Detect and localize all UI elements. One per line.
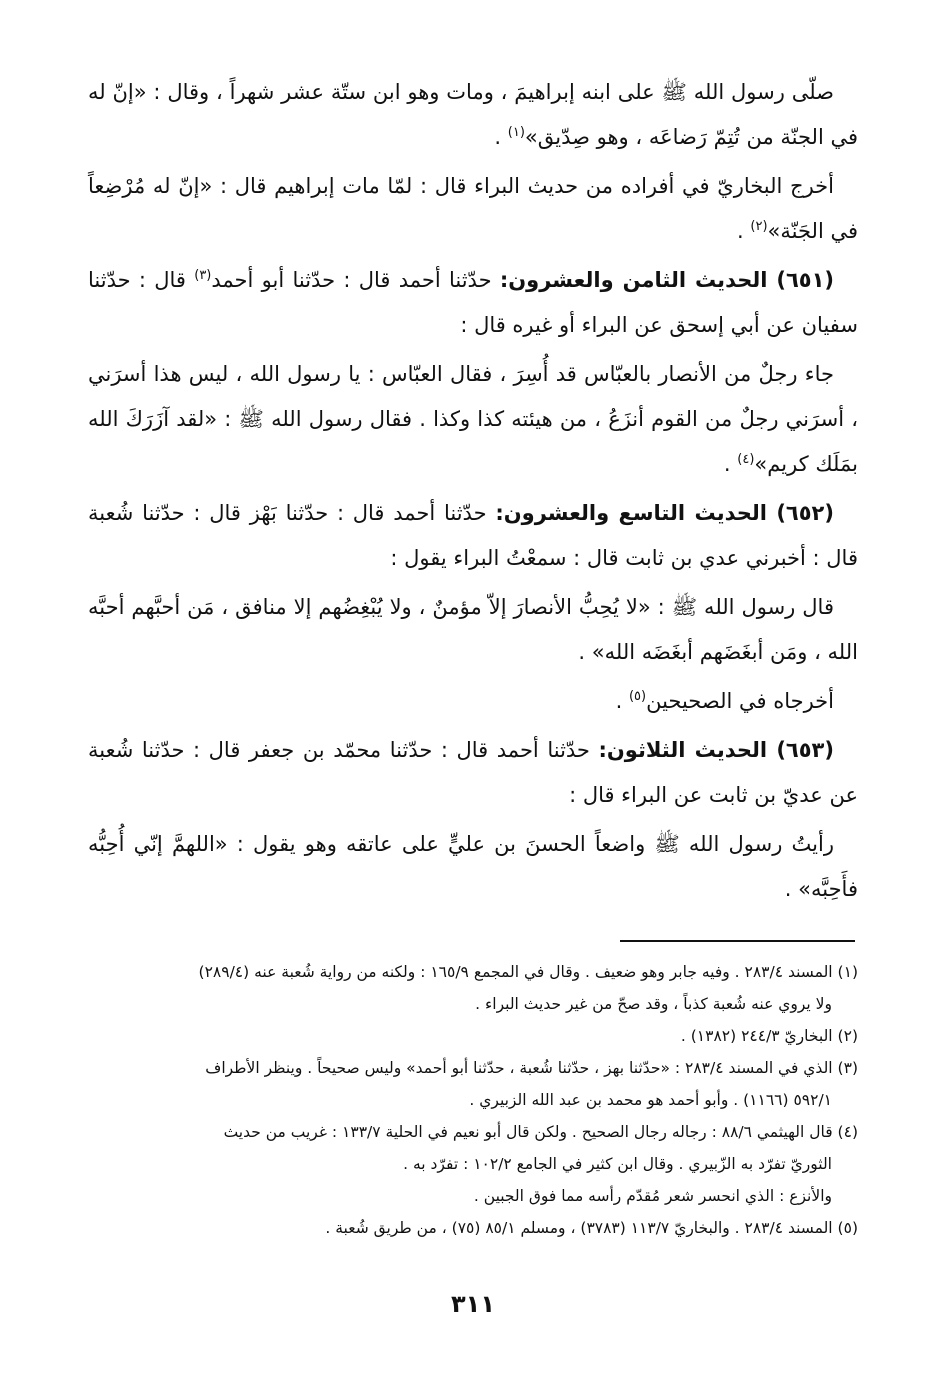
footnote-3-cont bbox=[88, 1086, 858, 1115]
footnote-text: المسند ٢٨٣/٤ . وفيه جابر وهو ضعيف . وقال في المجمع ١٦٥/٩ : ولكنه من رواية شُعبة عنه (٢٨٩/٤) bbox=[198, 963, 833, 981]
footnote-1-cont bbox=[88, 990, 858, 1019]
hadith-matn: قال رسول الله ﷺ : «لا يُحِبُّ الأنصارَ إلاّ مؤمنٌ ، ولا يُبْغِضُهم إلا منافق ، مَن أحبَّهم أحبَّه الله ، ومَن أبغَضَهم أبغَضَه الله» . bbox=[88, 595, 858, 664]
hadith-matn: جاء رجلٌ من الأنصار بالعبّاس قد أُسِرَ ، فقال العبّاس : يا رسول الله ، ليس هذا أسرَني ، أسرَني رجلٌ من القوم أنزَعُ ، من هيئته كذا وكذا . فقال رسول الله ﷺ : «لقد آزَرَكَ الله بمَلَك كريم» bbox=[88, 362, 858, 476]
paragraph-text: أخرج البخاريّ في أفراده من حديث البراء قال : لمّا مات إبراهيم قال : «إنّ له مُرْضِعاً في الجَنّة» bbox=[88, 174, 858, 243]
footnote-ref: (١) bbox=[507, 125, 525, 140]
page-number: ٣١١ bbox=[451, 1290, 495, 1318]
hadith-matn-tail: . bbox=[723, 452, 738, 476]
main-text bbox=[88, 70, 858, 916]
takhrij-tail: . bbox=[615, 689, 629, 713]
hadith-652-body bbox=[88, 585, 858, 675]
footnote-ref: (٥) bbox=[628, 689, 647, 704]
footnote-text: والأنزع : الذي انحسر شعر مُقدّم رأسه مما فوق الجبين . bbox=[473, 1187, 832, 1205]
paragraph-tail: . bbox=[737, 219, 751, 243]
footnote-4-cont bbox=[88, 1150, 858, 1179]
hadith-title: (٦٥١) الحديث الثامن والعشرون: bbox=[499, 268, 835, 292]
hadith-653-body bbox=[88, 822, 858, 912]
footnote-3 bbox=[88, 1054, 858, 1083]
footnote-text: ٥٩٢/١ (١١٦٦) . وأبو أحمد هو محمد بن عبد الله الزبيري . bbox=[469, 1091, 832, 1109]
footnote-2 bbox=[88, 1022, 858, 1051]
hadith-title: (٦٥٢) الحديث التاسع والعشرون: bbox=[495, 501, 834, 525]
hadith-title: (٦٥٣) الحديث الثلاثون: bbox=[598, 738, 834, 762]
hadith-isnad: حدّثنا أحمد قال : حدّثنا محمّد بن جعفر قال : حدّثنا شُعبة عن عديّ بن ثابت عن البراء قال : bbox=[88, 738, 858, 807]
footnote-ref: (٢) bbox=[750, 219, 768, 234]
hadith-isnad: حدّثنا أحمد قال : حدّثنا بَهْز قال : حدّثنا شُعبة قال : أخبرني عدي بن ثابت قال : سمعْتُ البراء يقول : bbox=[88, 501, 858, 570]
paragraph bbox=[88, 164, 858, 254]
footnote-label: (٢) bbox=[837, 1027, 858, 1045]
hadith-653-heading bbox=[88, 728, 858, 818]
footnote-text: الثوريّ تفرّد به الزّبيري . وقال ابن كثير في الجامع ١٠٢/٢ : تفرّد به . bbox=[403, 1155, 832, 1173]
footnotes bbox=[88, 958, 858, 1246]
takhrij-note: أخرجاه في الصحيحين bbox=[646, 689, 834, 713]
footnote-label: (٣) bbox=[837, 1059, 858, 1077]
paragraph bbox=[88, 70, 858, 160]
footnote-4 bbox=[88, 1118, 858, 1147]
footnote-divider bbox=[620, 940, 855, 942]
footnote-label: (١) bbox=[837, 963, 858, 981]
hadith-652-note bbox=[88, 679, 858, 724]
hadith-isnad: حدّثنا أحمد قال : حدّثنا أبو أحمد bbox=[211, 268, 500, 292]
footnote-ref: (٣) bbox=[194, 268, 212, 283]
footnote-text: البخاريّ ٢٤٤/٣ (١٣٨٢) . bbox=[680, 1027, 833, 1045]
paragraph-text: صلّى رسول الله ﷺ على ابنه إبراهيمَ ، ومات وهو ابن ستّة عشر شهراً ، وقال : «إنّ له في الجنّة من تُتِمّ رَضاعَه ، وهو صِدّيق» bbox=[88, 80, 858, 149]
hadith-isnad-cont: قال : حدّثنا سفيان عن أبي إسحق عن البراء أو غيره قال : bbox=[88, 268, 858, 337]
footnote-text: المسند ٢٨٣/٤ . والبخاريّ ١١٣/٧ (٣٧٨٣) ، ومسلم ٨٥/١ (٧٥) ، من طريق شُعبة . bbox=[325, 1219, 833, 1237]
hadith-matn: رأيتُ رسول الله ﷺ واضعاً الحسنَ بن عليٍّ على عاتقه وهو يقول : «اللهمَّ إنّي أُحِبُّه فأَحِبَّه» . bbox=[88, 832, 858, 901]
hadith-652-heading bbox=[88, 491, 858, 581]
footnote-label: (٤) bbox=[837, 1123, 858, 1141]
footnote-text: ولا يروي عنه شُعبة كذباً ، وقد صحّ من غير حديث البراء . bbox=[475, 995, 832, 1013]
footnote-ref: (٤) bbox=[737, 452, 755, 467]
footnote-1 bbox=[88, 958, 858, 987]
hadith-651-heading bbox=[88, 258, 858, 348]
footnote-4-cont bbox=[88, 1182, 858, 1211]
footnote-label: (٥) bbox=[837, 1219, 858, 1237]
paragraph-tail: . bbox=[494, 125, 508, 149]
footnote-text: الذي في المسند ٢٨٣/٤ : «حدّثنا بهز ، حدّثنا شُعبة ، حدّثنا أبو أحمد» وليس صحيحاً . وينظر الأطراف bbox=[205, 1059, 833, 1077]
footnote-5 bbox=[88, 1214, 858, 1243]
footnote-text: قال الهيثمي ٨٨/٦ : رجاله رجال الصحيح . ولكن قال أبو نعيم في الحلية ١٣٣/٧ : غريب من حديث bbox=[223, 1123, 833, 1141]
hadith-651-body bbox=[88, 352, 858, 487]
